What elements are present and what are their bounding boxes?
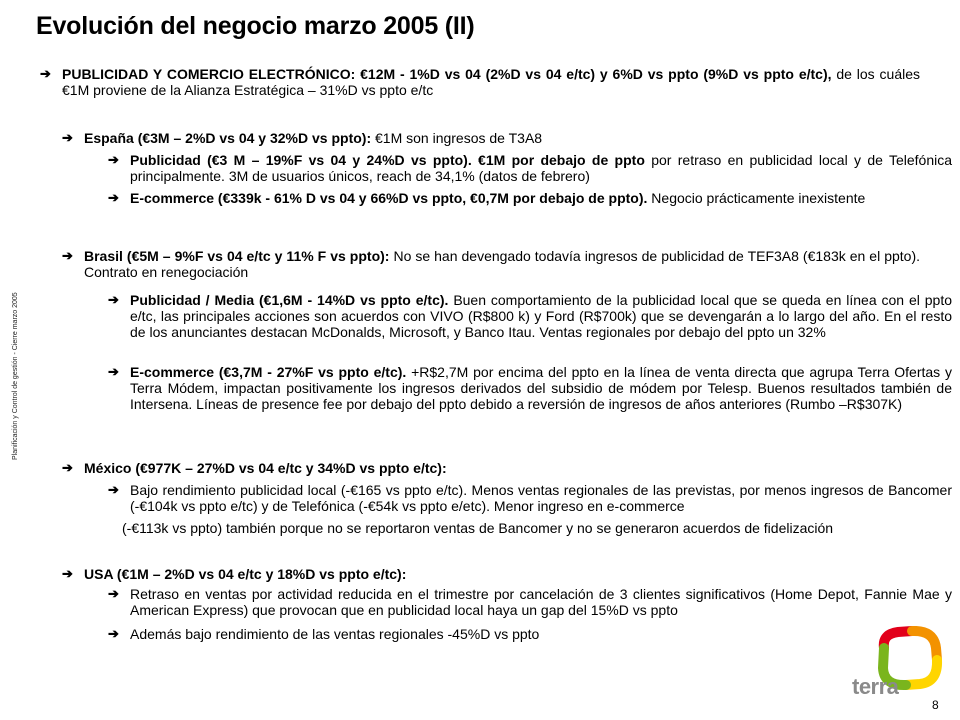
arrow-bullet-icon: ➔	[62, 460, 73, 475]
bullet-mexico-detalle	[108, 482, 952, 514]
arrow-bullet-icon: ➔	[108, 292, 119, 307]
bullet-bold-text: E-commerce (€339k - 61% D vs 04 y 66%D vs ppto, €0,7M por debajo de ppto).	[130, 190, 648, 206]
logo-yellow-stroke	[906, 660, 937, 685]
bullet-bold-text: E-commerce (€3,7M - 27%F vs ppto e/tc).	[130, 364, 407, 380]
bullet-publicidad-comercio	[40, 66, 920, 98]
arrow-bullet-icon: ➔	[40, 66, 51, 81]
bullet-bold-text: PUBLICIDAD Y COMERCIO ELECTRÓNICO: €12M - 1%D vs 04 (2%D vs 04 e/tc) y 6%D vs ppto (9%D vs ppto e/tc),	[62, 66, 832, 82]
mexico-detalle-continuacion: (-€113k vs ppto) también porque no se reportaron ventas de Bancomer y no se generaron acuerdos de fidelización	[122, 520, 834, 536]
arrow-bullet-icon: ➔	[108, 482, 119, 497]
bullet-text: por retraso en publicidad local y de Telefónica principalmente. 3M de usuarios únicos, reach de 34,1% (datos de febrero)	[130, 152, 952, 184]
bullet-usa-regionales	[108, 626, 952, 642]
bullet-bold-text: España (€3M – 2%D vs 04 y 32%D vs ppto):	[84, 130, 372, 146]
bullet-bold-text: Brasil (€5M – 9%F vs 04 e/tc y 11% F vs ppto):	[84, 248, 390, 264]
bullet-usa	[62, 566, 920, 582]
bullet-espana-publicidad	[108, 152, 952, 184]
slide-title: Evolución del negocio marzo 2005 (II)	[36, 12, 475, 40]
arrow-bullet-icon: ➔	[108, 364, 119, 379]
logo-orange-stroke	[912, 631, 937, 660]
bullet-text: Buen comportamiento de la publicidad local que se queda en línea con el ppto e/tc, las principales acciones son acuerdos con VIVO (R$800 k) y Ford (R$700k) que se devengarán a lo largo del año. En el resto de los anunciantes destacan McDonalds, Microsoft, y Banco Itau. Ventas regionales por debajo del ppto un 32%	[130, 292, 953, 340]
bullet-brasil-ecommerce	[108, 364, 952, 412]
arrow-bullet-icon: ➔	[108, 586, 119, 601]
arrow-bullet-icon: ➔	[62, 248, 73, 263]
arrow-bullet-icon: ➔	[108, 190, 119, 205]
side-footer-note: Planificación y Control de gestión - Cierre marzo 2005	[12, 292, 19, 460]
bullet-bold-text: USA (€1M – 2%D vs 04 e/tc y 18%D vs ppto e/tc):	[84, 566, 407, 582]
arrow-bullet-icon: ➔	[62, 566, 73, 581]
terra-logo-word: terra	[852, 674, 899, 699]
bullet-brasil-publicidad	[108, 292, 952, 340]
bullet-bold-text: México (€977K – 27%D vs 04 e/tc y 34%D vs ppto e/tc):	[84, 460, 447, 476]
bullet-bold-text: Publicidad (€3 M – 19%F vs 04 y 24%D vs ppto). €1M por debajo de ppto	[130, 152, 645, 168]
arrow-bullet-icon: ➔	[62, 130, 73, 145]
bullet-text: No se han devengado todavía ingresos de publicidad de TEF3A8 (€183k en el ppto). Contrato en renegociación	[84, 248, 920, 280]
bullet-text: €1M son ingresos de T3A8	[371, 130, 543, 146]
bullet-mexico	[62, 460, 920, 476]
bullet-usa-retraso	[108, 586, 952, 618]
bullet-brasil	[62, 248, 920, 280]
bullet-espana	[62, 130, 920, 146]
bullet-text: +R$2,7M por encima del ppto en la línea de venta directa que agrupa Terra Ofertas y Terra Módem, impactan positivamente los ingresos derivados del subsidio de módem por Telesp. Buenos resultados también de Intersena. Líneas de presence fee por debajo del ppto debido a reversión de ingresos de años anteriores (Rumbo –R$307K)	[130, 364, 952, 412]
arrow-bullet-icon: ➔	[108, 626, 119, 641]
bullet-text: Negocio prácticamente inexistente	[647, 190, 866, 206]
bullet-text: Retraso en ventas por actividad reducida en el trimestre por cancelación de 3 clientes significativos (Home Depot, Fannie Mae y American Express) que provocan que en publicidad local haya un gap del 15%D vs ppto	[130, 586, 952, 618]
bullet-text: Además bajo rendimiento de las ventas regionales -45%D vs ppto	[130, 626, 540, 642]
bullet-espana-ecommerce	[108, 190, 952, 206]
arrow-bullet-icon: ➔	[108, 152, 119, 167]
bullet-text: Bajo rendimiento publicidad local (-€165 vs ppto e/tc). Menos ventas regionales de las previstas, por menos ingresos de Bancomer (-€104k vs ppto e/tc) y de Telefónica (-€54k vs ppto e/etc). Menor ingreso en e-commerce	[130, 482, 952, 514]
bullet-bold-text: Publicidad / Media (€1,6M - 14%D vs ppto e/tc).	[130, 292, 449, 308]
bullet-text: de los cuáles €1M proviene de la Alianza Estratégica – 31%D vs ppto e/tc	[62, 66, 920, 98]
page-number: 8	[932, 698, 939, 712]
